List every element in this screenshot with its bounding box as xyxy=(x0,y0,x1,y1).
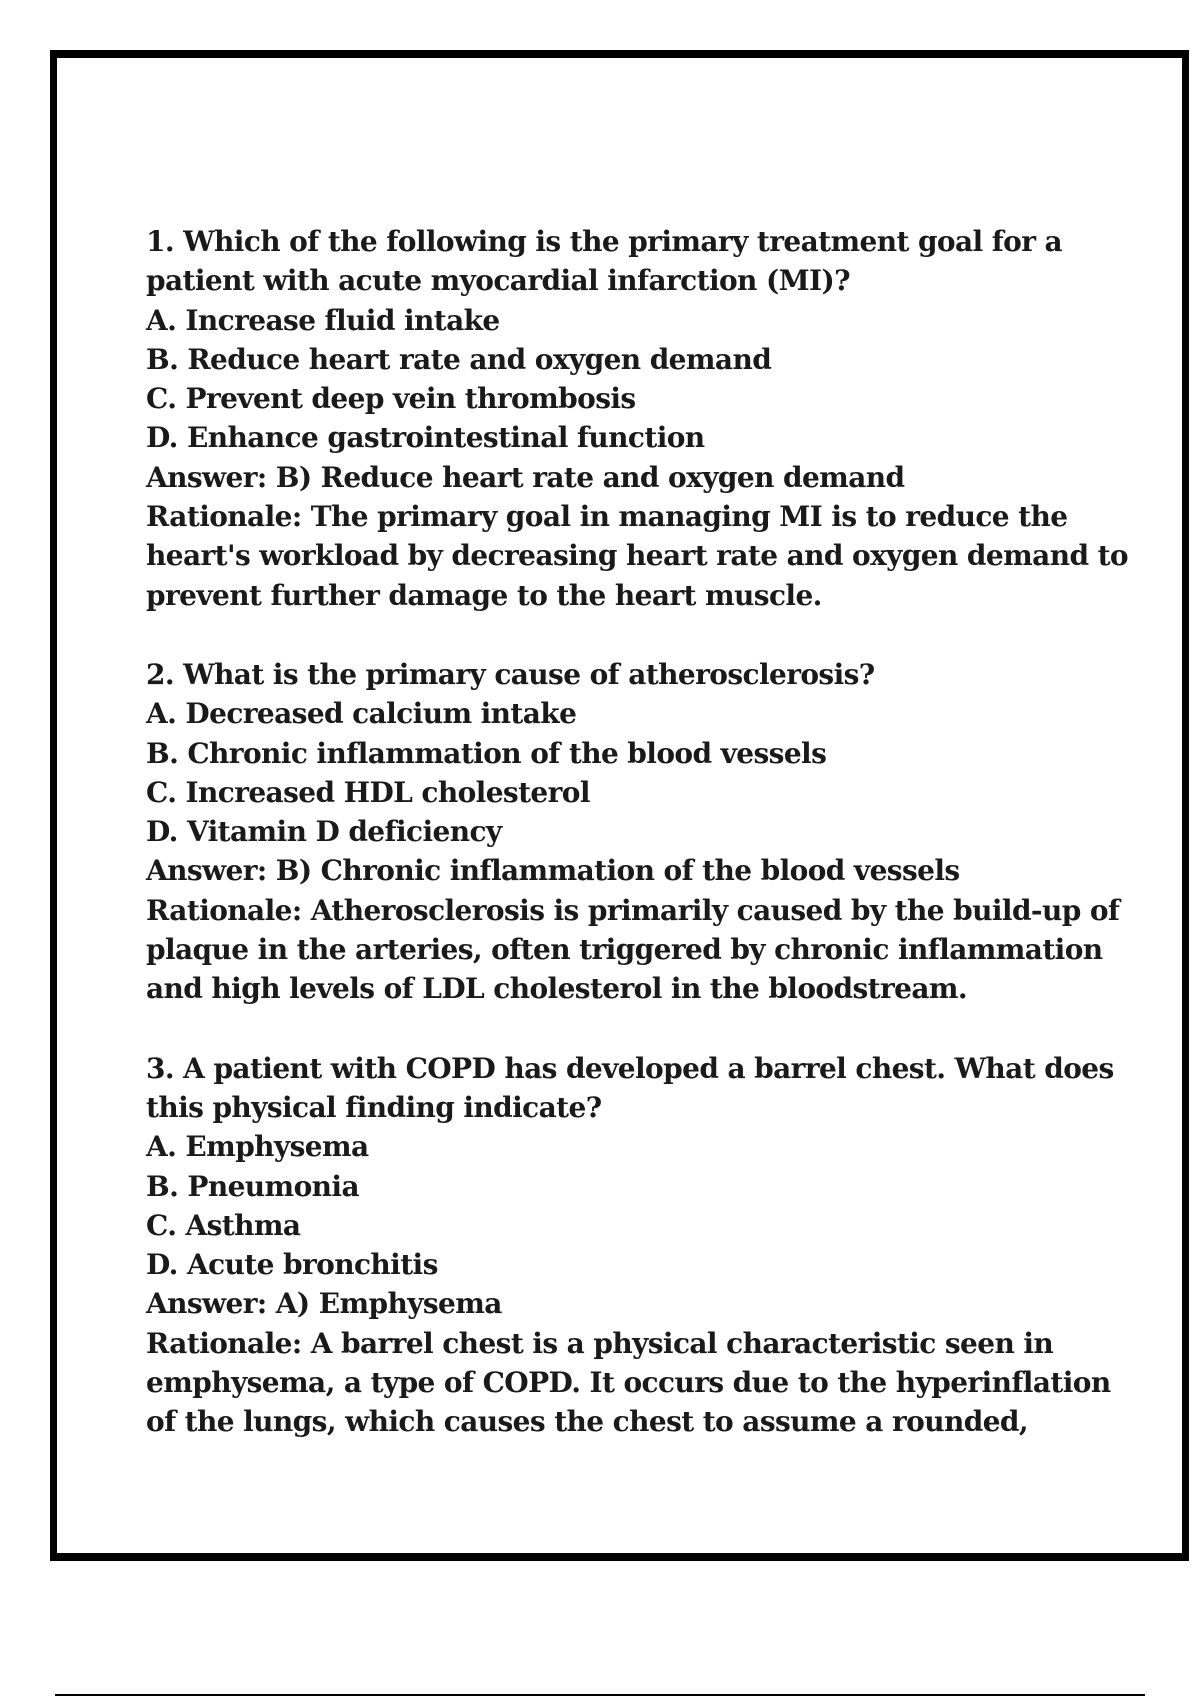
question-2-rationale-line-2: plaque in the arteries, often triggered by chronic inflammation xyxy=(146,933,1103,967)
question-3-option-c: C. Asthma xyxy=(146,1208,301,1242)
question-3-text-line-2: this physical finding indicate? xyxy=(146,1090,602,1124)
question-3-option-a: A. Emphysema xyxy=(146,1130,369,1164)
question-2-answer: Answer: B) Chronic inflammation of the blood vessels xyxy=(146,854,960,888)
question-2-rationale-line-3: and high levels of LDL cholesterol in the bloodstream. xyxy=(146,972,968,1006)
question-3-option-d: D. Acute bronchitis xyxy=(146,1248,438,1282)
question-3-rationale-line-2: emphysema, a type of COPD. It occurs due to the hyperinflation xyxy=(146,1366,1111,1400)
question-1-option-a: A. Increase fluid intake xyxy=(146,303,500,337)
question-2-option-d: D. Vitamin D deficiency xyxy=(146,815,502,849)
question-2-option-b: B. Chronic inflammation of the blood vessels xyxy=(146,736,827,770)
question-3-rationale-line-1: Rationale: A barrel chest is a physical characteristic seen in xyxy=(146,1326,1054,1360)
question-1-rationale-line-3: prevent further damage to the heart muscle. xyxy=(146,578,822,612)
question-block-1 xyxy=(146,222,1128,615)
question-3-option-b: B. Pneumonia xyxy=(146,1169,359,1203)
question-block-2 xyxy=(146,655,1120,1009)
question-3-text-line-1: 3. A patient with COPD has developed a barrel chest. What does xyxy=(146,1051,1114,1085)
question-2-text-line-1: 2. What is the primary cause of atherosclerosis? xyxy=(146,657,875,691)
question-1-rationale-line-2: heart's workload by decreasing heart rate and oxygen demand to xyxy=(146,539,1128,573)
question-2-rationale-line-1: Rationale: Atherosclerosis is primarily caused by the build-up of xyxy=(146,893,1120,927)
question-1-text-line-1: 1. Which of the following is the primary treatment goal for a xyxy=(146,225,1063,258)
document-body xyxy=(146,222,1128,1482)
question-2-option-c: C. Increased HDL cholesterol xyxy=(146,775,590,809)
question-1-option-b: B. Reduce heart rate and oxygen demand xyxy=(146,342,772,376)
question-1-answer: Answer: B) Reduce heart rate and oxygen demand xyxy=(146,460,905,494)
question-3-rationale-line-3: of the lungs, which causes the chest to assume a rounded, xyxy=(146,1405,1029,1439)
question-3-answer: Answer: A) Emphysema xyxy=(146,1287,502,1321)
question-2-option-a: A. Decreased calcium intake xyxy=(146,697,577,731)
question-1-option-c: C. Prevent deep vein thrombosis xyxy=(146,382,636,416)
question-1-rationale-line-1: Rationale: The primary goal in managing MI is to reduce the xyxy=(146,500,1068,534)
question-block-3 xyxy=(146,1049,1114,1442)
question-1-option-d: D. Enhance gastrointestinal function xyxy=(146,421,705,455)
page-bottom-rule xyxy=(55,1694,1145,1696)
question-1-text-line-2: patient with acute myocardial infarction (MI)? xyxy=(146,264,850,298)
